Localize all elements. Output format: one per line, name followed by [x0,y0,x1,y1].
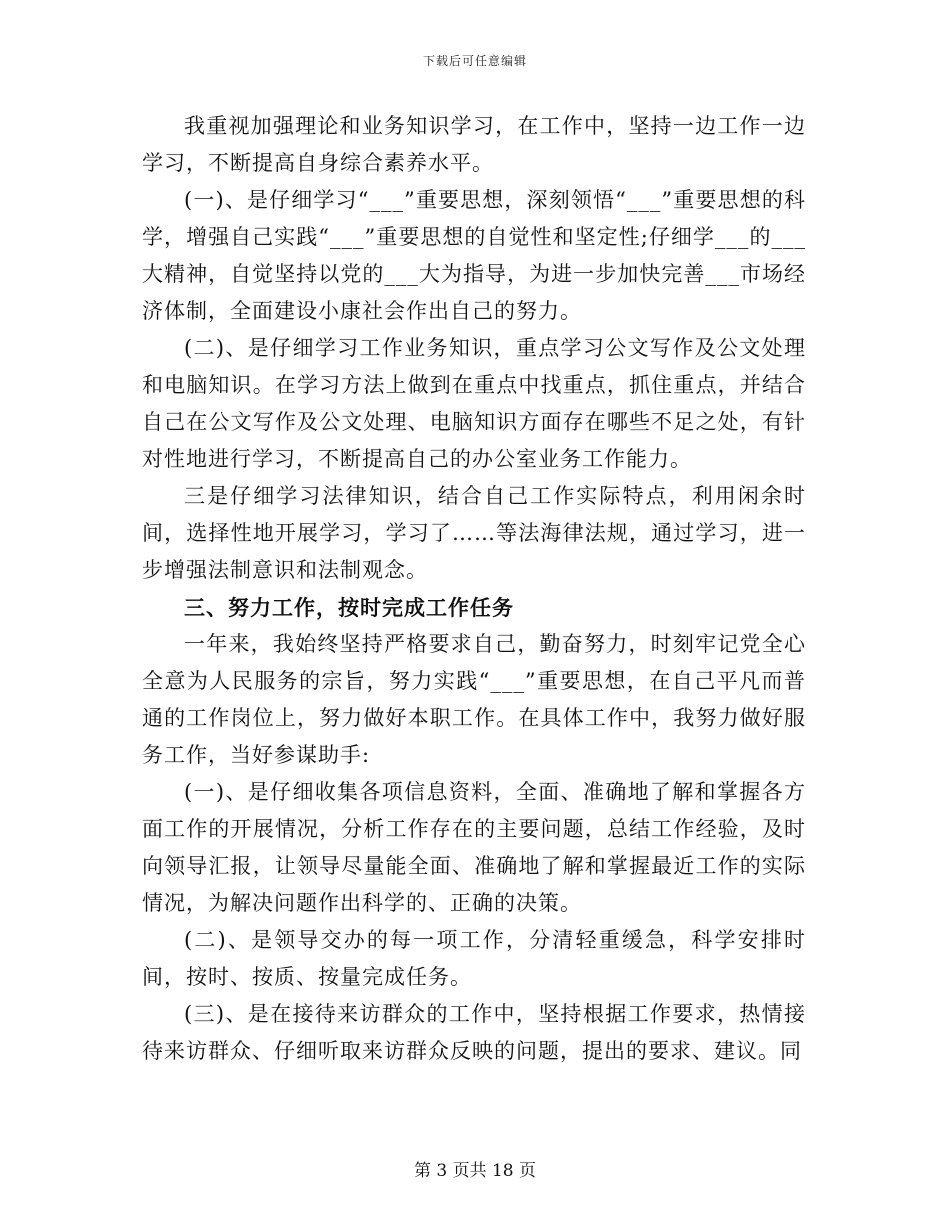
paragraph-study-business: (二)、是仔细学习工作业务知识，重点学习公文写作及公文处理和电脑知识。在学习方法上做到在重点中找重点，抓住重点，并结合自己在公文写作及公文处理、电脑知识方面存在哪些不足之处，有针对性地进行学习，不断提高自己的办公室业务工作能力。 [142,336,806,471]
document-body [142,108,806,1070]
paragraph-work-info: (一)、是仔细收集各项信息资料，全面、准确地了解和掌握各方面工作的开展情况，分析工作存在的主要问题，总结工作经验，及时向领导汇报，让领导尽量能全面、准确地了解和掌握最近工作的实际情况，为解决问题作出科学的、正确的决策。 [142,780,806,915]
paragraph-work-visitors: (三)、是在接待来访群众的工作中，坚持根据工作要求，热情接待来访群众、仔细听取来访群众反映的问题，提出的要求、建议。同 [142,1002,806,1063]
paragraph-study-law: 三是仔细学习法律知识，结合自己工作实际特点，利用闲余时间，选择性地开展学习，学习了……等法海律法规，通过学习，进一步增强法制意识和法制观念。 [142,484,806,582]
page-header: 下载后可任意编辑 [422,54,527,68]
paragraph-work-tasks: (二)、是领导交办的每一项工作，分清轻重缓急，科学安排时间，按时、按质、按量完成任务。 [142,928,806,989]
paragraph-study-theory: (一)、是仔细学习“___”重要思想，深刻领悟“___”重要思想的科学，增强自己实践“___”重要思想的自觉性和坚定性;仔细学___的___大精神，自觉坚持以党的___大为指导，为进一步加快完善___市场经济体制，全面建设小康社会作出自己的努力。 [142,188,806,323]
section-heading-work: 三、努力工作，按时完成工作任务 [184,595,514,620]
paragraph-work-intro: 一年来，我始终坚持严格要求自己，勤奋努力，时刻牢记党全心全意为人民服务的宗旨，努力实践“___”重要思想，在自己平凡而普通的工作岗位上，努力做好本职工作。在具体工作中，我努力做好服务工作，当好参谋助手: [142,632,806,767]
paragraph-study-intro: 我重视加强理论和业务知识学习，在工作中，坚持一边工作一边学习，不断提高自身综合素养水平。 [142,114,806,175]
page-number: 第 3 页共 18 页 [413,1161,537,1181]
